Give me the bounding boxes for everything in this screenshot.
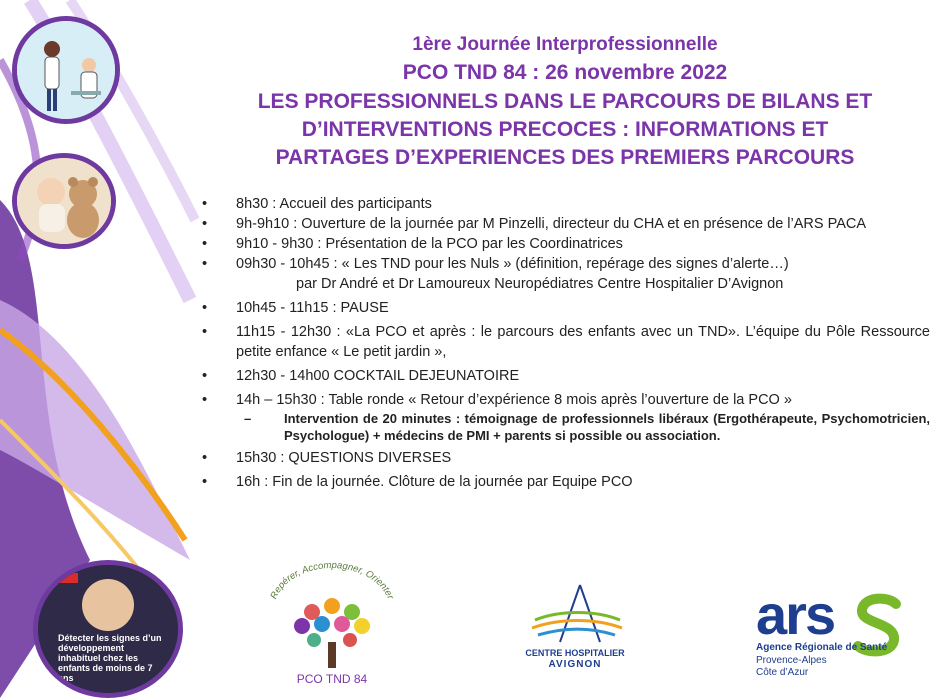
program-subitem [236,410,930,444]
photo-baby-teddy-circle [12,153,116,249]
ars-line-3: Côte d’Azur [756,667,809,678]
program-item [200,254,930,274]
program-item [200,214,930,234]
ch-avignon-mark-icon [520,580,630,650]
theme-line-3: PARTAGES D’EXPERIENCES DES PREMIERS PARCOURS [275,146,855,169]
program-item [200,322,930,362]
program-list [200,194,930,492]
bullet: • [202,450,208,466]
program-item-text: 11h15 - 12h30 : «La PCO et après : le parcours des enfants avec un TND». L’équipe du Pôle Ressource petite enfance « Le petit jardin », [236,324,930,360]
dash: – [244,411,252,426]
program-item-text: 9h-9h10 : Ouverture de la journée par M Pinzelli, directeur du CHA et en présence de l’ARS PACA [236,216,867,232]
program-item-text: 16h : Fin de la journée. Clôture de la journée par Equipe PCO [236,474,633,490]
event-title: 1ère Journée Interprofessionnelle [412,34,718,55]
bullet: • [202,196,208,212]
decorative-sidebar [0,0,200,698]
program-item-text: 09h30 - 10h45 : « Les TND pour les Nuls » (définition, repérage des signes d’alerte…) [236,256,789,272]
program-item [200,366,930,386]
program-item-text: 15h30 : QUESTIONS DIVERSES [236,450,452,466]
bullet: • [202,368,208,384]
program-item [200,390,930,410]
ch-avignon-logo [520,580,630,680]
program-item [200,234,930,254]
event-date-title: PCO TND 84 : 26 novembre 2022 [402,61,728,84]
program-item-text: 8h30 : Accueil des participants [236,196,432,212]
pco-slogan: Repérer, Accompagner, Orienter [268,560,396,601]
program-item [200,298,930,318]
ars-mark: ars [756,583,835,646]
pco-tnd-84-logo [262,560,402,692]
poster-text: Détecter les signes d’un développement inhabituel chez les enfants de moins de 7 ans [58,633,162,683]
bullet: • [202,324,208,340]
pco-logo-name: PCO TND 84 [296,672,368,686]
bullet: • [202,474,208,490]
program-item-text: 14h – 15h30 : Table ronde « Retour d’expérience 8 mois après l’ouverture de la PCO » [236,392,792,408]
bullet: • [202,300,208,316]
theme-line-2: D’INTERVENTIONS PRECOCES : INFORMATIONS ET [301,118,829,141]
program-item [200,448,930,468]
illustration-medical-circle [12,16,120,124]
program-item [200,194,930,214]
ars-line-2: Provence-Alpes [756,655,827,666]
svg-text:Repérer, Accompagner, Orienter [268,560,396,602]
program-item-text: 10h45 - 11h15 : PAUSE [236,300,389,316]
program-item [200,472,930,492]
ch-line-1: CENTRE HOSPITALIER [525,648,625,658]
program-item-text: 12h30 - 14h00 COCKTAIL DEJEUNATOIRE [236,368,520,384]
bullet: • [202,392,208,408]
poster-circle [33,560,183,698]
bullet: • [202,216,208,232]
bullet: • [202,256,208,272]
program-item-continuation: par Dr André et Dr Lamoureux Neuropédiatres Centre Hospitalier D’Avignon [296,276,784,292]
program-subitem-text: Intervention de 20 minutes : témoignage de professionnels libéraux (Ergothérapeute, Psychomotricien, Psychologue) + médecins de PMI + parents si possible ou association. [284,411,930,443]
ars-line-1: Agence Régionale de Santé [756,642,888,653]
bullet: • [202,236,208,252]
program-item-text: 9h10 - 9h30 : Présentation de la PCO par les Coordinatrices [236,236,623,252]
ch-line-2: AVIGNON [548,659,602,670]
ars-paca-logo [752,583,912,688]
theme-line-1: LES PROFESSIONNELS DANS LE PARCOURS DE BILANS ET [257,90,873,113]
